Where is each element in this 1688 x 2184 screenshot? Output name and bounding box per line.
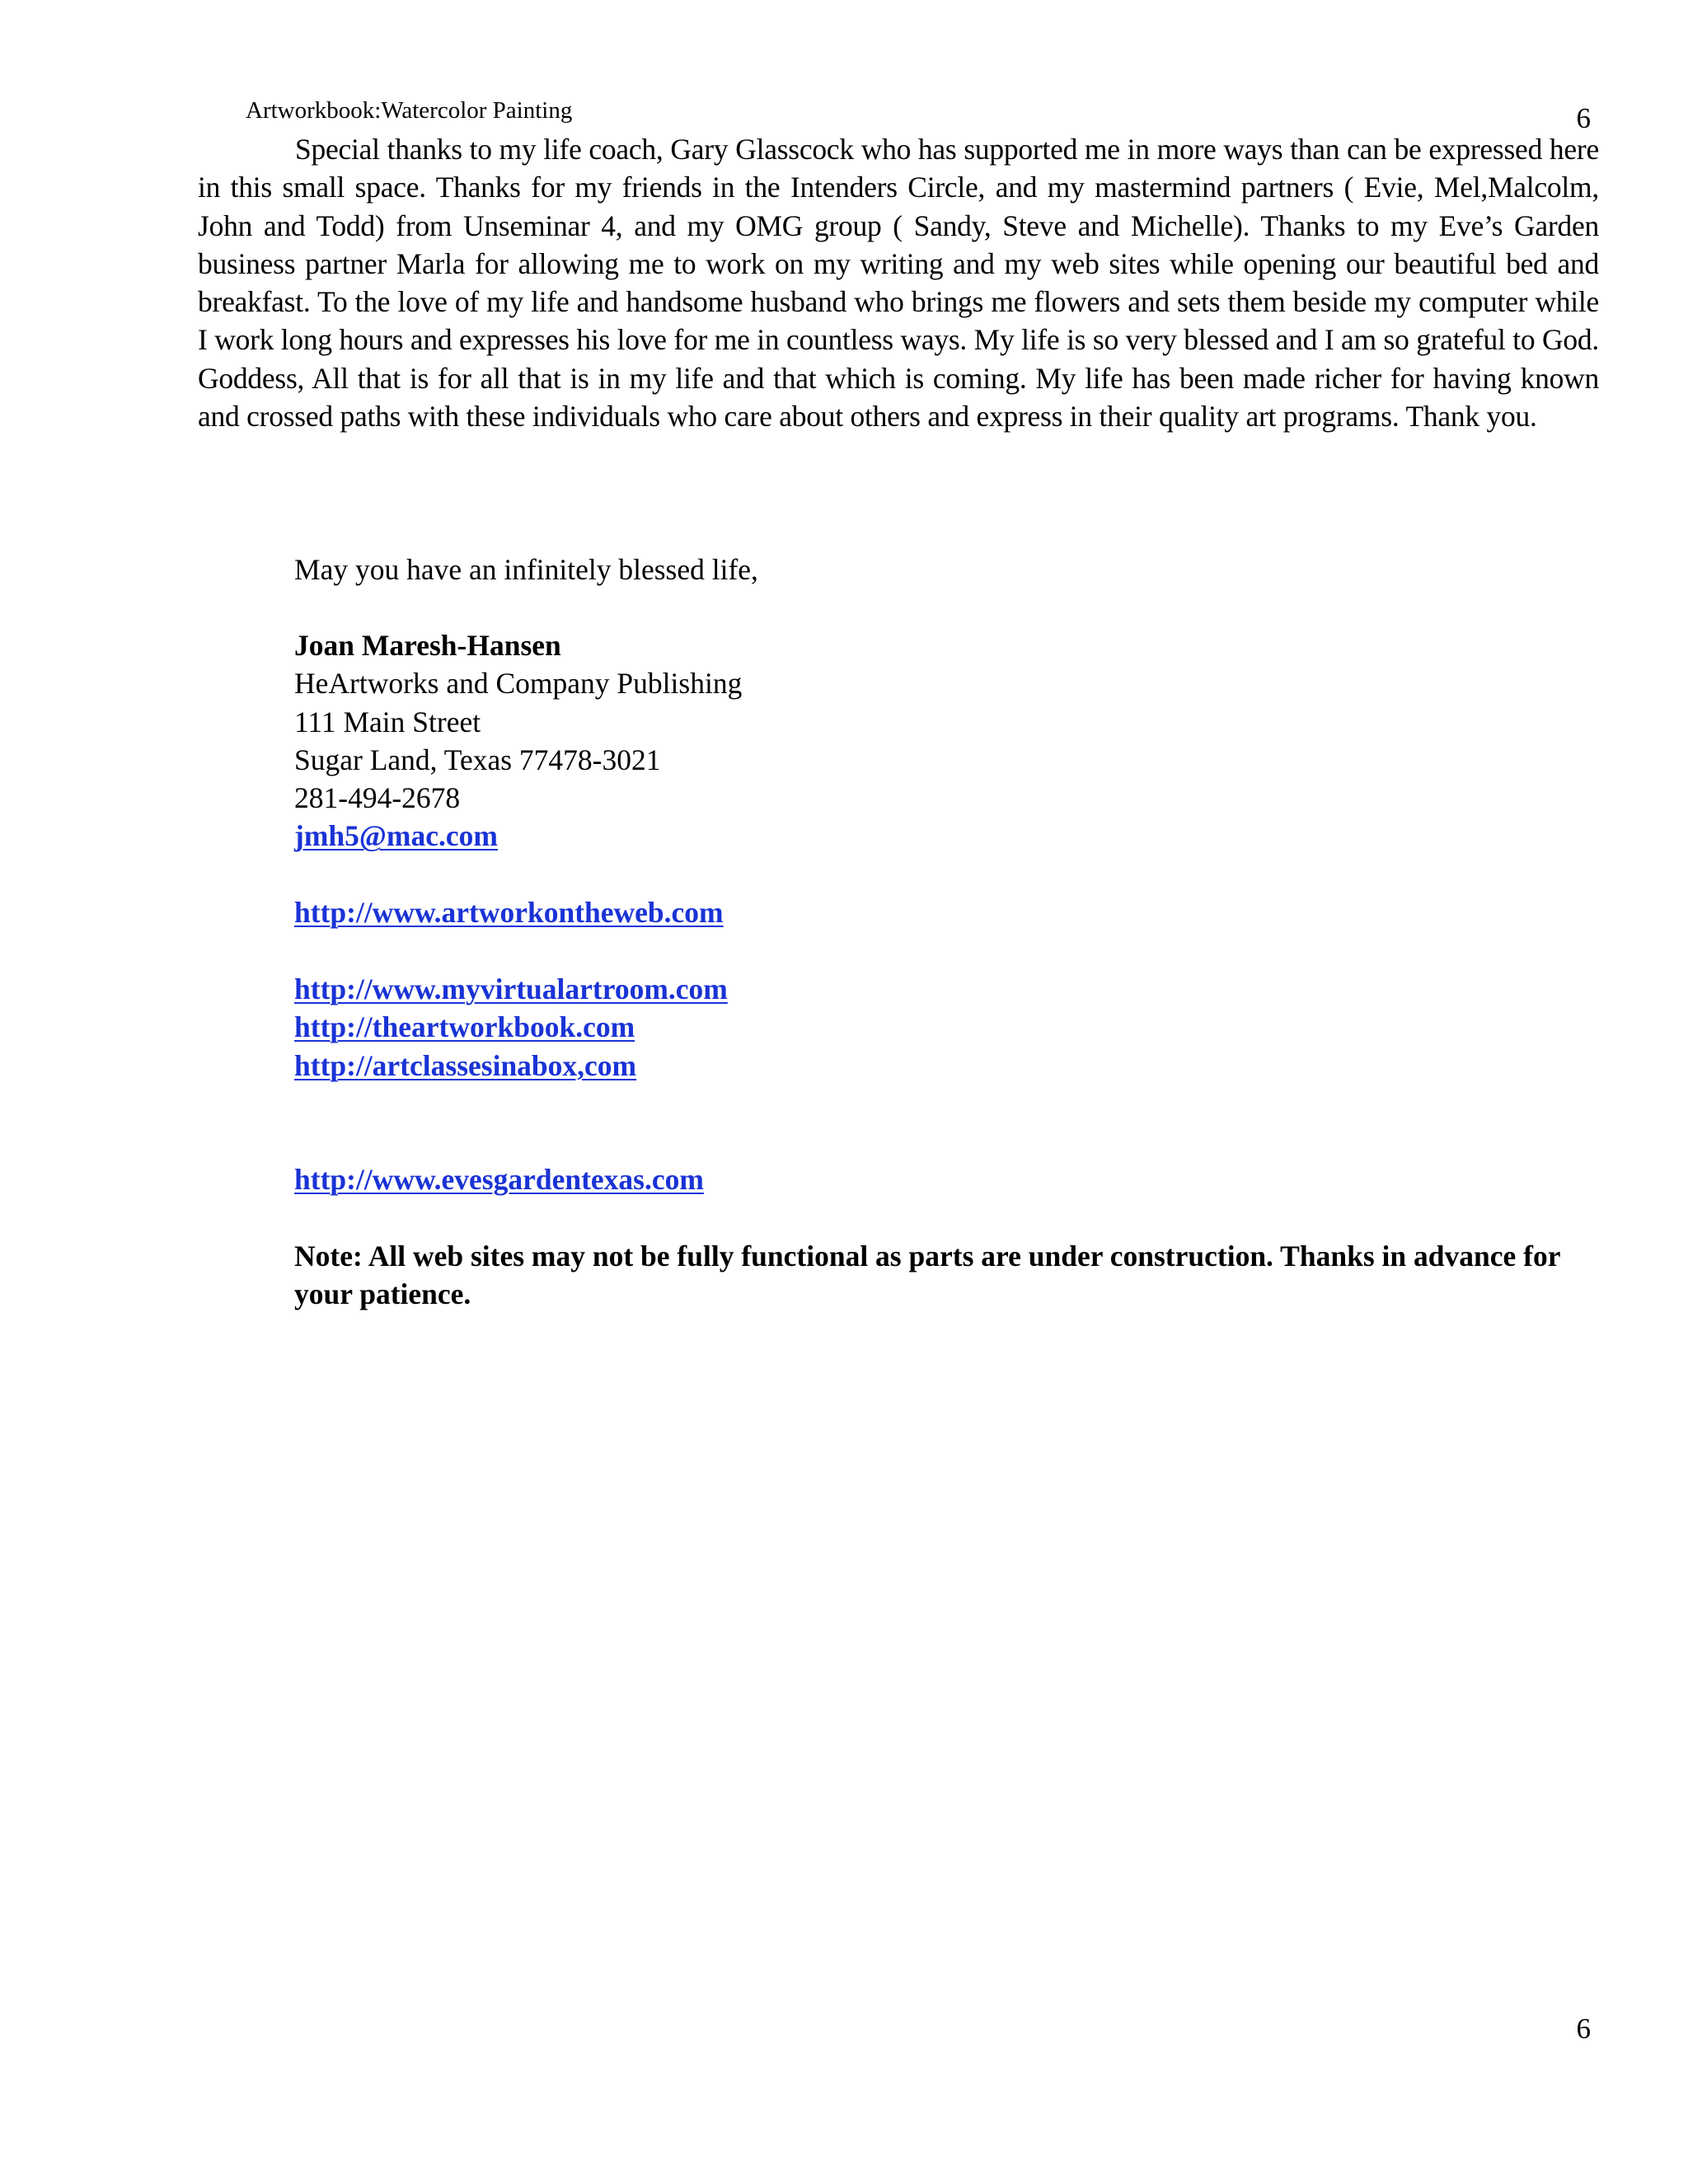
closing-line: May you have an infinitely blessed life, xyxy=(294,553,758,586)
header-page-number: 6 xyxy=(1576,102,1591,134)
links-group-1 xyxy=(294,893,1613,931)
city-state-zip: Sugar Land, Texas 77478-3021 xyxy=(294,743,661,776)
thanks-paragraph: Special thanks to my life coach, Gary Glasscock who has supported me in more ways than can be expressed here in this small space. Thanks for my friends in the Intenders Circle, and my mastermind partners ( Evie, Mel,Malcolm, John and Todd) from Unseminar 4, and my OMG group ( Sandy, Steve and Michelle). Thanks to my Eve’s Garden business partner Marla for allowing me to work on my writing and my web sites while opening our beautiful bed and breakfast. To the love of my life and handsome husband who brings me flowers and sets them beside my computer while I work long hours and expresses his love for me in countless ways. My life is so very blessed and I am so grateful to God. Goddess, All that is for all that is in my life and that which is coming. My life has been made richer for having known and crossed paths with these individuals who care about others and express in their quality art programs. Thank you. xyxy=(198,133,1599,434)
links-group-2 xyxy=(294,970,1613,1085)
links-group-3 xyxy=(294,1160,1613,1198)
street-address: 111 Main Street xyxy=(294,705,481,738)
phone-number: 281-494-2678 xyxy=(294,781,461,815)
link-artclassesinabox[interactable]: http://artclassesinabox,com xyxy=(294,1048,637,1082)
running-header-title: Artworkbook:Watercolor Painting xyxy=(246,97,573,124)
company-name: HeArtworks and Company Publishing xyxy=(294,667,743,701)
author-name: Joan Maresh-Hansen xyxy=(294,629,561,662)
footer-page-number: 6 xyxy=(1576,2013,1591,2045)
construction-note: Note: All web sites may not be fully functional as parts are under construction. Thanks in advance for your patience. xyxy=(294,1240,1560,1311)
link-myvirtualartroom[interactable]: http://www.myvirtualartroom.com xyxy=(294,972,728,1005)
contact-block xyxy=(294,626,1613,855)
email-link[interactable]: jmh5@mac.com xyxy=(294,819,498,853)
link-artworkontheweb[interactable]: http://www.artworkontheweb.com xyxy=(294,896,724,929)
link-evesgardentexas[interactable]: http://www.evesgardentexas.com xyxy=(294,1163,704,1196)
acknowledgements-section xyxy=(198,130,1599,435)
link-theartworkbook[interactable]: http://theartworkbook.com xyxy=(294,1010,635,1044)
